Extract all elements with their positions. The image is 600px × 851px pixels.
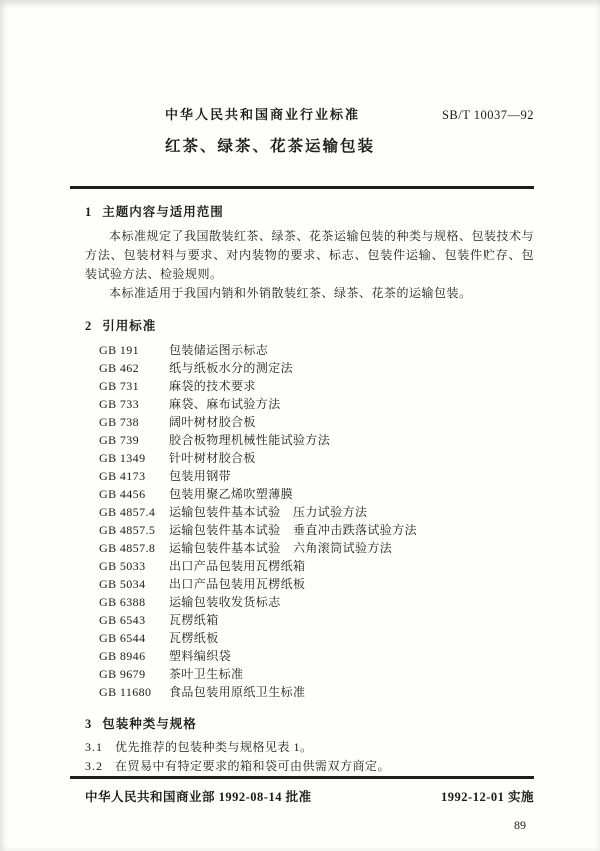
reference-title: 麻袋的技术要求 [169,378,256,393]
section-references-heading [85,316,534,334]
scope-paragraph: 本标准规定了我国散装红茶、绿茶、花茶运输包装的种类与规格、包装技术与方法、包装材料与要求、对内装物的要求、标志、包装件运输、包装件贮存、包装试验方法、检验规则。 [85,229,535,281]
page-number: 89 [514,817,526,832]
reference-title: 包装用聚乙烯吹塑薄膜 [169,486,294,501]
reference-item [99,395,534,413]
reference-title: 运输包装件基本试验 压力试验方法 [169,504,368,519]
reference-code: GB 731 [99,378,140,393]
reference-item [99,431,534,449]
reference-code: GB 4456 [99,486,146,501]
section-packaging-heading [85,714,534,732]
reference-code: GB 733 [99,396,140,411]
approval-notice: 中华人民共和国商业部 1992-08-14 批准 [85,789,312,804]
reference-title: 胶合板物理机械性能试验方法 [169,432,331,447]
reference-title: 运输包装收发货标志 [169,594,281,609]
packaging-clauses [85,738,534,776]
reference-title: 出口产品包装用瓦楞纸板 [169,576,306,591]
standard-class-label: 中华人民共和国商业行业标准 [165,107,361,122]
reference-item [99,413,534,431]
scan-artifact-left [0,0,8,851]
section-number: 1 [85,205,92,219]
reference-code: GB 6543 [99,612,146,627]
reference-code: GB 4857.5 [99,522,156,537]
document-title: 红茶、绿茶、花茶运输包装 [165,138,376,155]
section-title: 主题内容与适用范围 [102,205,224,219]
reference-item [99,557,534,575]
reference-title: 瓦楞纸板 [169,630,219,645]
reference-item [99,575,534,593]
reference-code: GB 11680 [99,684,152,699]
reference-title: 包装用钢带 [169,468,232,483]
reference-code: GB 191 [99,342,140,357]
section-scope-heading [85,202,534,220]
reference-item [99,629,534,647]
reference-title: 运输包装件基本试验 六角滚筒试验方法 [169,540,393,555]
reference-title: 塑料编织袋 [169,648,232,663]
clause-item [85,757,534,776]
implementation-date: 1992-12-01 实施 [441,789,534,804]
reference-title: 茶叶卫生标准 [169,666,244,681]
footer-line [70,787,534,805]
reference-title: 针叶树材胶合板 [169,450,256,465]
reference-item [99,593,534,611]
standard-code: SB/T 10037—92 [441,108,534,122]
scan-artifact-top [0,0,600,10]
reference-item [99,521,534,539]
document-body [70,189,534,776]
reference-code: GB 739 [99,432,140,447]
reference-item [99,647,534,665]
reference-code: GB 6544 [99,630,146,645]
reference-title: 食品包装用原纸卫生标准 [169,684,306,699]
reference-code: GB 1349 [99,450,146,465]
document-footer [70,776,534,833]
scope-paragraphs [85,227,534,303]
reference-code: GB 5034 [99,576,146,591]
reference-title: 运输包装件基本试验 垂直冲击跌落试验方法 [169,522,418,537]
reference-list [85,341,534,701]
clause-item [85,738,534,757]
reference-code: GB 5033 [99,558,146,573]
clause-text: 在贸易中有特定要求的箱和袋可由供需双方商定。 [115,758,391,773]
reference-title: 瓦楞纸箱 [169,612,219,627]
section-title: 包装种类与规格 [102,716,197,731]
clause-number: 3.1 [85,739,103,754]
reference-item [99,539,534,557]
reference-title: 出口产品包装用瓦楞纸箱 [169,558,306,573]
reference-item [99,665,534,683]
clause-number: 3.2 [85,758,103,773]
reference-title: 纸与纸板水分的测定法 [169,360,294,375]
reference-code: GB 8946 [99,648,146,663]
reference-code: GB 4173 [99,468,146,483]
section-number: 2 [85,318,92,333]
reference-code: GB 462 [99,360,140,375]
reference-item [99,611,534,629]
footer-rule [70,776,534,779]
document-header [70,104,534,123]
reference-item [99,449,534,467]
reference-item [99,485,534,503]
reference-item [99,359,534,377]
section-number: 3 [85,716,92,731]
reference-item [99,503,534,521]
reference-title: 阔叶树材胶合板 [169,414,256,429]
reference-code: GB 6388 [99,594,146,609]
reference-code: GB 4857.8 [99,540,156,555]
reference-item [99,341,534,359]
scope-paragraph: 本标准适用于我国内销和外销散装红茶、绿茶、花茶的运输包装。 [109,285,472,300]
reference-item [99,683,534,701]
reference-title: 麻袋、麻布试验方法 [169,396,281,411]
reference-title: 包装储运图示标志 [169,342,269,357]
reference-code: GB 4857.4 [99,504,156,519]
clause-text: 优先推荐的包装种类与规格见表 1。 [115,739,313,754]
section-title: 引用标准 [102,318,157,333]
reference-code: GB 738 [99,414,140,429]
reference-item [99,377,534,395]
reference-code: GB 9679 [99,666,146,681]
reference-item [99,467,534,485]
